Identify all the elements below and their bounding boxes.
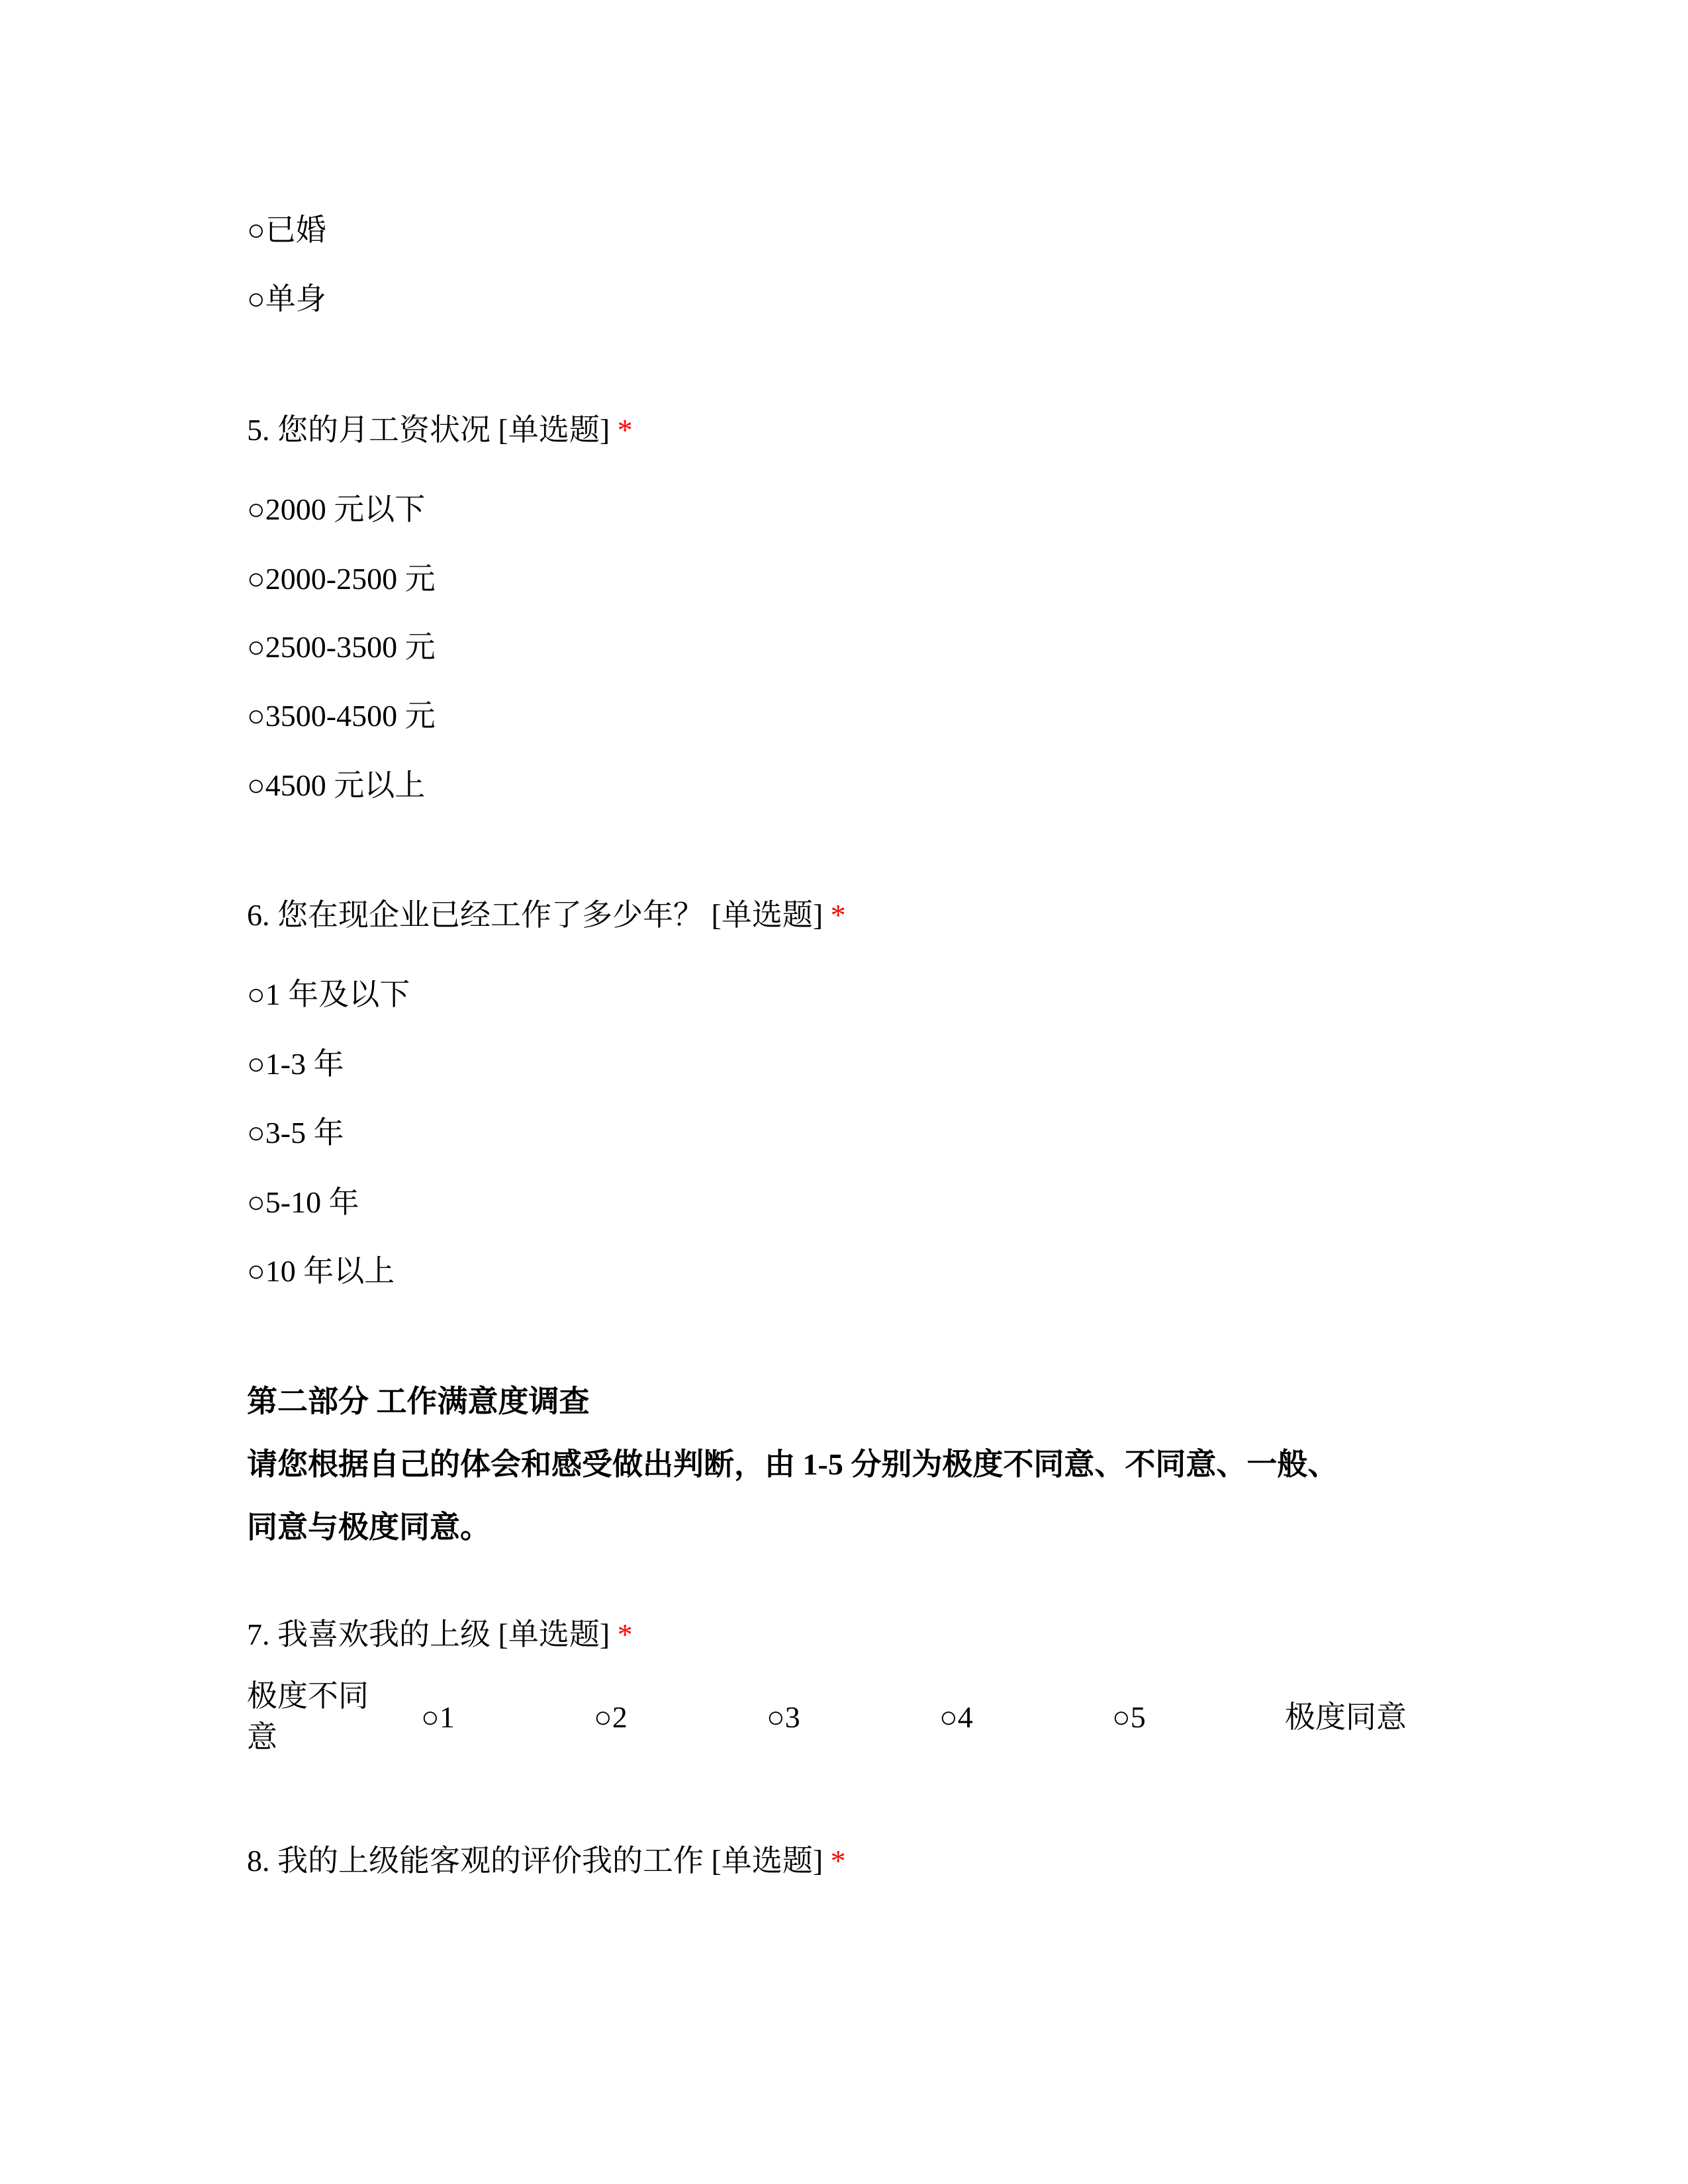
option-label: 2500-3500 元 [265,630,436,664]
scale-point-label: 2 [612,1700,628,1734]
option-label: 2000-2500 元 [265,562,436,596]
option-label: 1-3 年 [265,1047,344,1081]
q6-title [247,895,846,935]
required-mark: * [830,1844,846,1878]
question-title-text: 6. 您在现企业已经工作了多少年？ [单选题] [247,898,823,932]
scale-point-label: 4 [957,1700,973,1734]
radio-circle-icon[interactable]: ○ [421,1700,440,1734]
scale-option-5[interactable] [1112,1698,1146,1737]
q5-option-3[interactable] [247,627,436,667]
q5-title [247,410,633,450]
q7-title [247,1615,633,1655]
radio-circle-icon[interactable]: ○ [247,1185,265,1219]
q5-option-5[interactable] [247,766,425,805]
scale-option-4[interactable] [939,1698,973,1737]
section-instruction-line2: 同意与极度同意。 [247,1510,491,1544]
q5-option-4[interactable] [247,696,436,736]
radio-circle-icon[interactable]: ○ [247,1116,265,1150]
option-label: 2000 元以下 [265,492,426,526]
section-heading: 第二部分 工作满意度调查 [247,1385,590,1418]
scale-left-label: 极度不同意 [247,1679,369,1754]
required-mark: * [830,898,846,932]
question-title-text: 8. 我的上级能客观的评价我的工作 [单选题] [247,1844,823,1878]
q6-option-2[interactable] [247,1044,344,1084]
section-instruction-line1: 请您根据自己的体会和感受做出判断，由 1-5 分别为极度不同意、不同意、一般、 [247,1447,1338,1481]
scale-option-3[interactable] [767,1698,800,1737]
radio-circle-icon[interactable]: ○ [247,1254,265,1288]
radio-circle-icon[interactable]: ○ [247,978,265,1011]
q6-option-5[interactable] [247,1251,395,1291]
q4-option-single[interactable] [247,279,326,319]
scale-right-label: 极度同意 [1285,1700,1407,1734]
radio-circle-icon[interactable]: ○ [247,699,265,733]
radio-circle-icon[interactable]: ○ [1112,1700,1131,1734]
question-title-text: 5. 您的月工资状况 [单选题] [247,413,610,447]
radio-circle-icon[interactable]: ○ [247,768,265,802]
scale-point-label: 1 [439,1700,455,1734]
q5-option-2[interactable] [247,559,436,599]
option-label: 4500 元以上 [265,768,426,802]
option-label: 已婚 [265,213,326,247]
question-title-text: 7. 我喜欢我的上级 [单选题] [247,1617,610,1651]
q8-title [247,1841,846,1881]
option-label: 3500-4500 元 [265,699,436,733]
option-label: 1 年及以下 [265,978,410,1011]
option-label: 单身 [265,282,326,316]
scale-point-label: 5 [1130,1700,1146,1734]
q6-option-4[interactable] [247,1183,359,1222]
q6-option-3[interactable] [247,1113,344,1153]
option-label: 5-10 年 [265,1185,359,1219]
radio-circle-icon[interactable]: ○ [939,1700,958,1734]
q5-option-1[interactable] [247,490,425,529]
radio-circle-icon[interactable]: ○ [247,282,265,316]
radio-circle-icon[interactable]: ○ [247,492,265,526]
scale-option-1[interactable] [421,1698,455,1737]
scale-point-label: 3 [784,1700,800,1734]
radio-circle-icon[interactable]: ○ [594,1700,612,1734]
radio-circle-icon[interactable]: ○ [767,1700,785,1734]
q4-option-married[interactable] [247,210,326,250]
required-mark: * [617,413,633,447]
option-label: 10 年以上 [265,1254,395,1288]
q6-option-1[interactable] [247,975,410,1015]
radio-circle-icon[interactable]: ○ [247,630,265,664]
scale-option-2[interactable] [594,1698,628,1737]
option-label: 3-5 年 [265,1116,344,1150]
required-mark: * [617,1617,633,1651]
radio-circle-icon[interactable]: ○ [247,1047,265,1081]
radio-circle-icon[interactable]: ○ [247,213,265,247]
radio-circle-icon[interactable]: ○ [247,562,265,596]
